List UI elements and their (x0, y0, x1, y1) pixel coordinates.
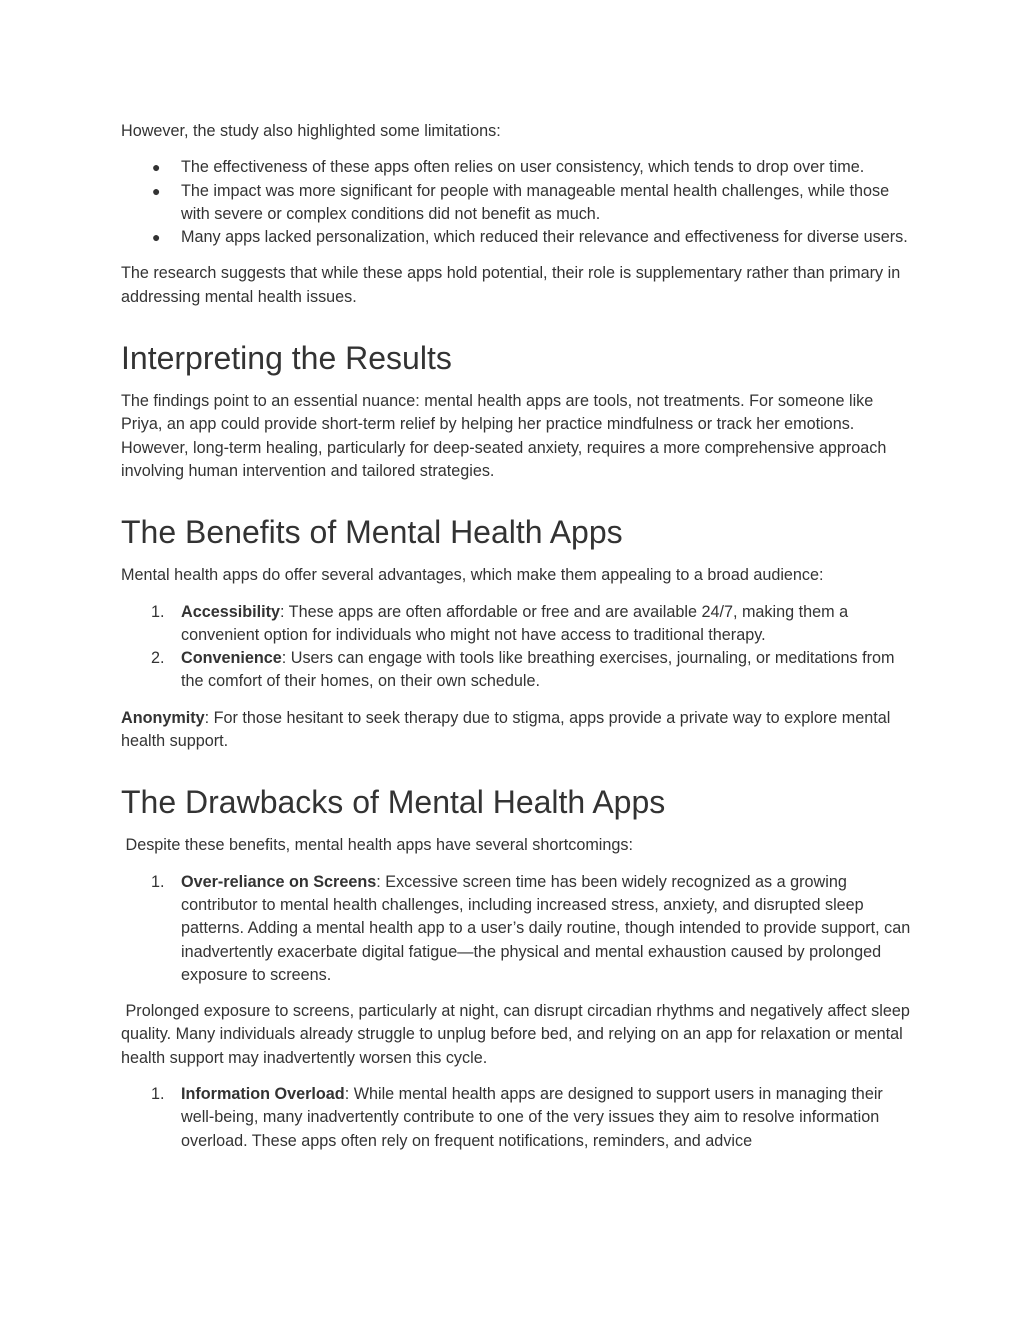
drawback-term: Information Overload (181, 1085, 345, 1104)
bullet-icon: ● (152, 229, 161, 246)
research-paragraph: The research suggests that while these apps hold potential, their role is supplementary rather than primary in addressing mental health issues. (121, 264, 901, 306)
bullet-icon: ● (152, 182, 161, 199)
list-item: ● The effectiveness of these apps often relies on user consistency, which tends to drop over time. (121, 156, 911, 179)
drawbacks-list (121, 871, 911, 987)
bullet-icon: ● (152, 159, 161, 176)
document-page (121, 120, 915, 1153)
list-item: 1. Accessibility: These apps are often affordable or free and are available 24/7, making them a convenient option for individuals who might not have access to traditional therapy. (151, 602, 849, 644)
list-item: 2. Convenience: Users can engage with tools like breathing exercises, journaling, or meditations from the comfort of their homes, on their own schedule. (151, 649, 895, 691)
heading-interpreting: Interpreting the Results (121, 340, 452, 377)
list-item: 1. Over-reliance on Screens: Excessive screen time has been widely recognized as a growing contributor to mental health challenges, including increased stress, anxiety, and disrupted sleep patterns. Adding a mental health app to a user’s daily routine, though intended to provide support, can inadvertently exacerbate digital fatigue—the physical and mental exhaustion caused by prolonged exposure to screens. (151, 872, 911, 984)
drawback-term: Over-reliance on Screens (181, 872, 377, 891)
list-number: 1. (151, 1085, 165, 1104)
interpreting-paragraph: The findings point to an essential nuance: mental health apps are tools, not treatments. For someone like Priya, an app could provide short-term relief by helping her practice mindfulness or track her emotions. However, long-term healing, particularly for deep-seated anxiety, requires a more comprehensive approach involving human intervention and tailored strategies. (121, 392, 887, 480)
list-item: ● Many apps lacked personalization, which reduced their relevance and effectiveness for diverse users. (121, 226, 911, 249)
benefit-term: Accessibility (181, 602, 280, 621)
benefits-lead: Mental health apps do offer several advantages, which make them appealing to a broad audience: (121, 566, 824, 585)
list-number: 1. (151, 602, 165, 621)
list-item: ● The impact was more significant for people with manageable mental health challenges, while those with severe or complex conditions did not benefit as much. (152, 181, 890, 223)
heading-benefits: The Benefits of Mental Health Apps (121, 514, 623, 551)
drawbacks-lead: Despite these benefits, mental health apps have several shortcomings: (121, 836, 633, 855)
benefits-list (121, 601, 911, 694)
anonymity-term: Anonymity (121, 708, 205, 727)
intro-paragraph: However, the study also highlighted some limitations: (121, 122, 501, 140)
anonymity-paragraph: Anonymity: For those hesitant to seek therapy due to stigma, apps provide a private way to explore mental health support. (121, 708, 891, 751)
list-number: 1. (151, 872, 165, 891)
limitations-list (121, 156, 911, 249)
prolonged-paragraph: Prolonged exposure to screens, particularly at night, can disrupt circadian rhythms and negatively affect sleep quality. Many individuals already struggle to unplug before bed, and relying on an app for relaxation or mental health support may inadvertently worsen this cycle. (121, 1002, 915, 1067)
drawbacks-list-2 (121, 1083, 911, 1153)
list-item: 1. Information Overload: While mental health apps are designed to support users in managing their well-being, many inadvertently contribute to one of the very issues they aim to resolve information overload. These apps often rely on frequent notifications, reminders, and advice (151, 1085, 883, 1150)
list-number: 2. (151, 649, 165, 668)
benefit-term: Convenience (181, 649, 282, 668)
heading-drawbacks: The Drawbacks of Mental Health Apps (121, 784, 666, 821)
